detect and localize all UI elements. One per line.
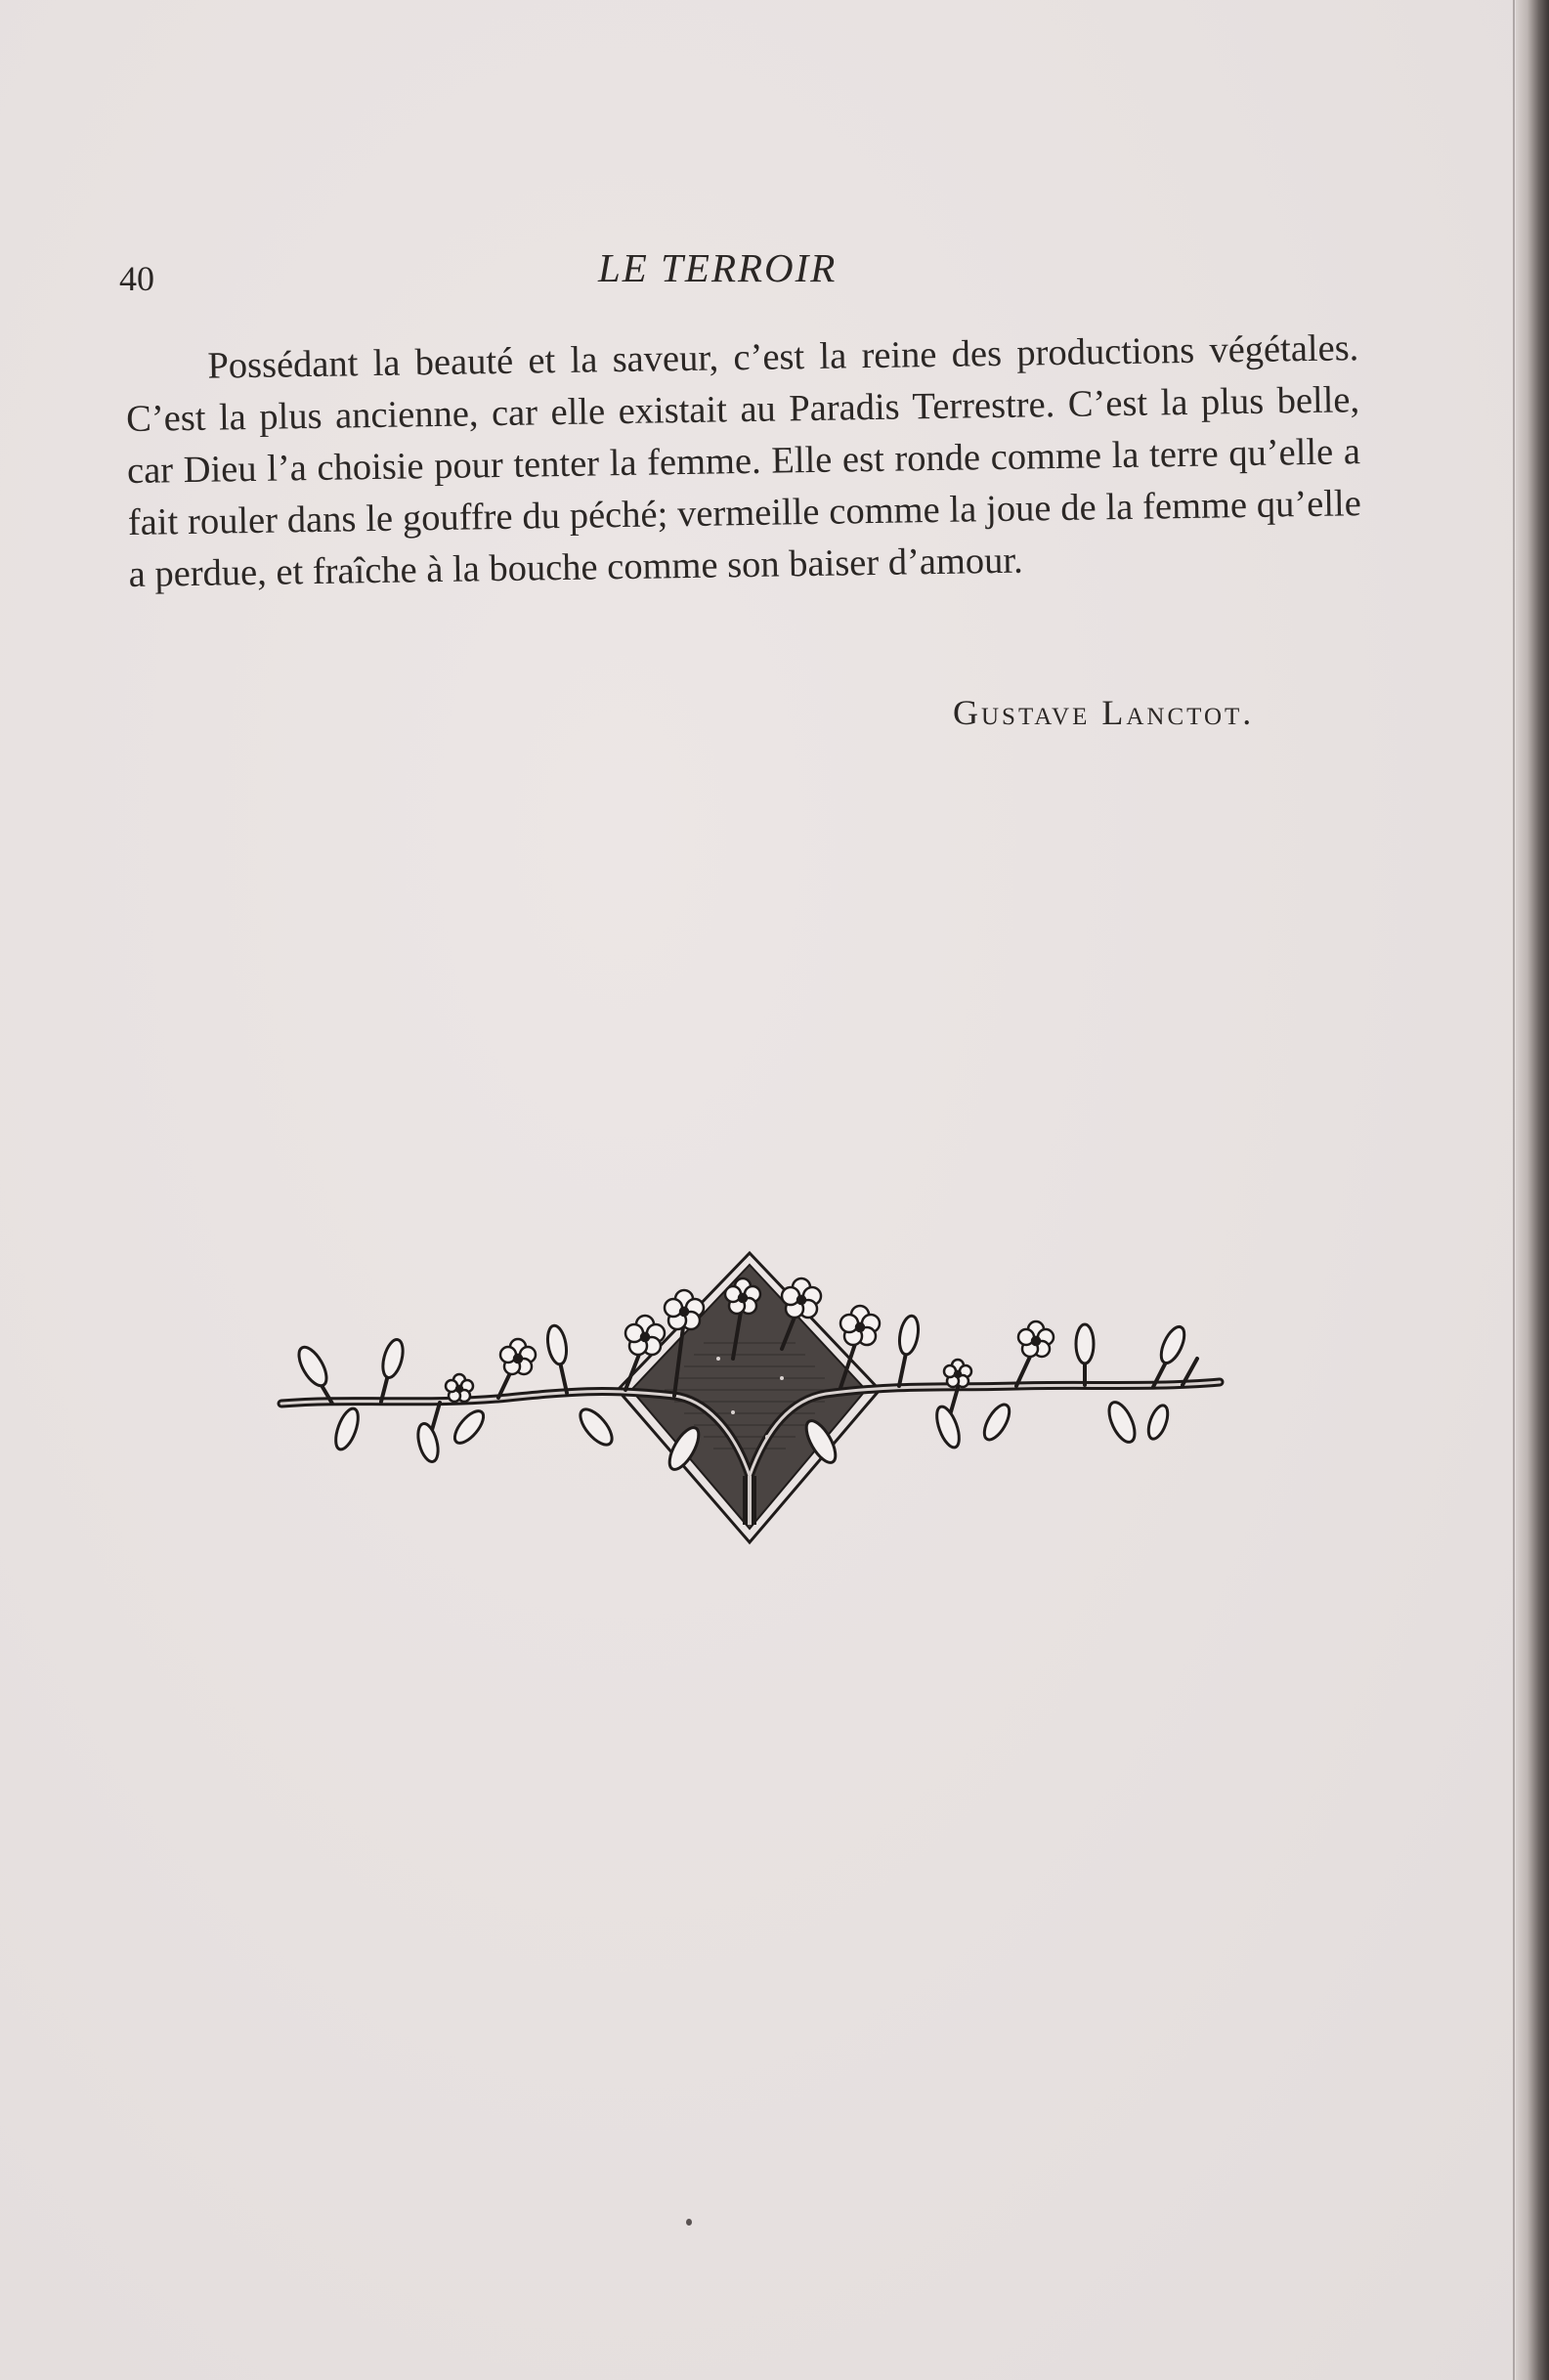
apple-blossom-branch-vignette-icon: [274, 1241, 1226, 1554]
running-head: [119, 242, 1360, 301]
book-spine-edge: [1516, 0, 1549, 2380]
article-paragraph: Possédant la beauté et la saveur, c’est la reine des productions végétales. C’est la plus ancienne, car elle existait au Paradis Terrestre. C’est la plus belle, car Dieu l’a choisie pour tenter la femme. Elle est ronde comme la terre qu’elle a fait rouler dans le gouffre du péché; vermeille comme la joue de la femme qu’elle a perdue, et fraîche à la bouche comme son baiser d’amour.: [125, 327, 1362, 595]
author-signature: Gustave Lanctot.: [953, 693, 1255, 732]
page-number: 40: [119, 259, 154, 298]
paper-speck: [686, 2219, 692, 2226]
journal-title: LE TERROIR: [598, 245, 838, 290]
page-gutter-line: [1513, 0, 1515, 2380]
